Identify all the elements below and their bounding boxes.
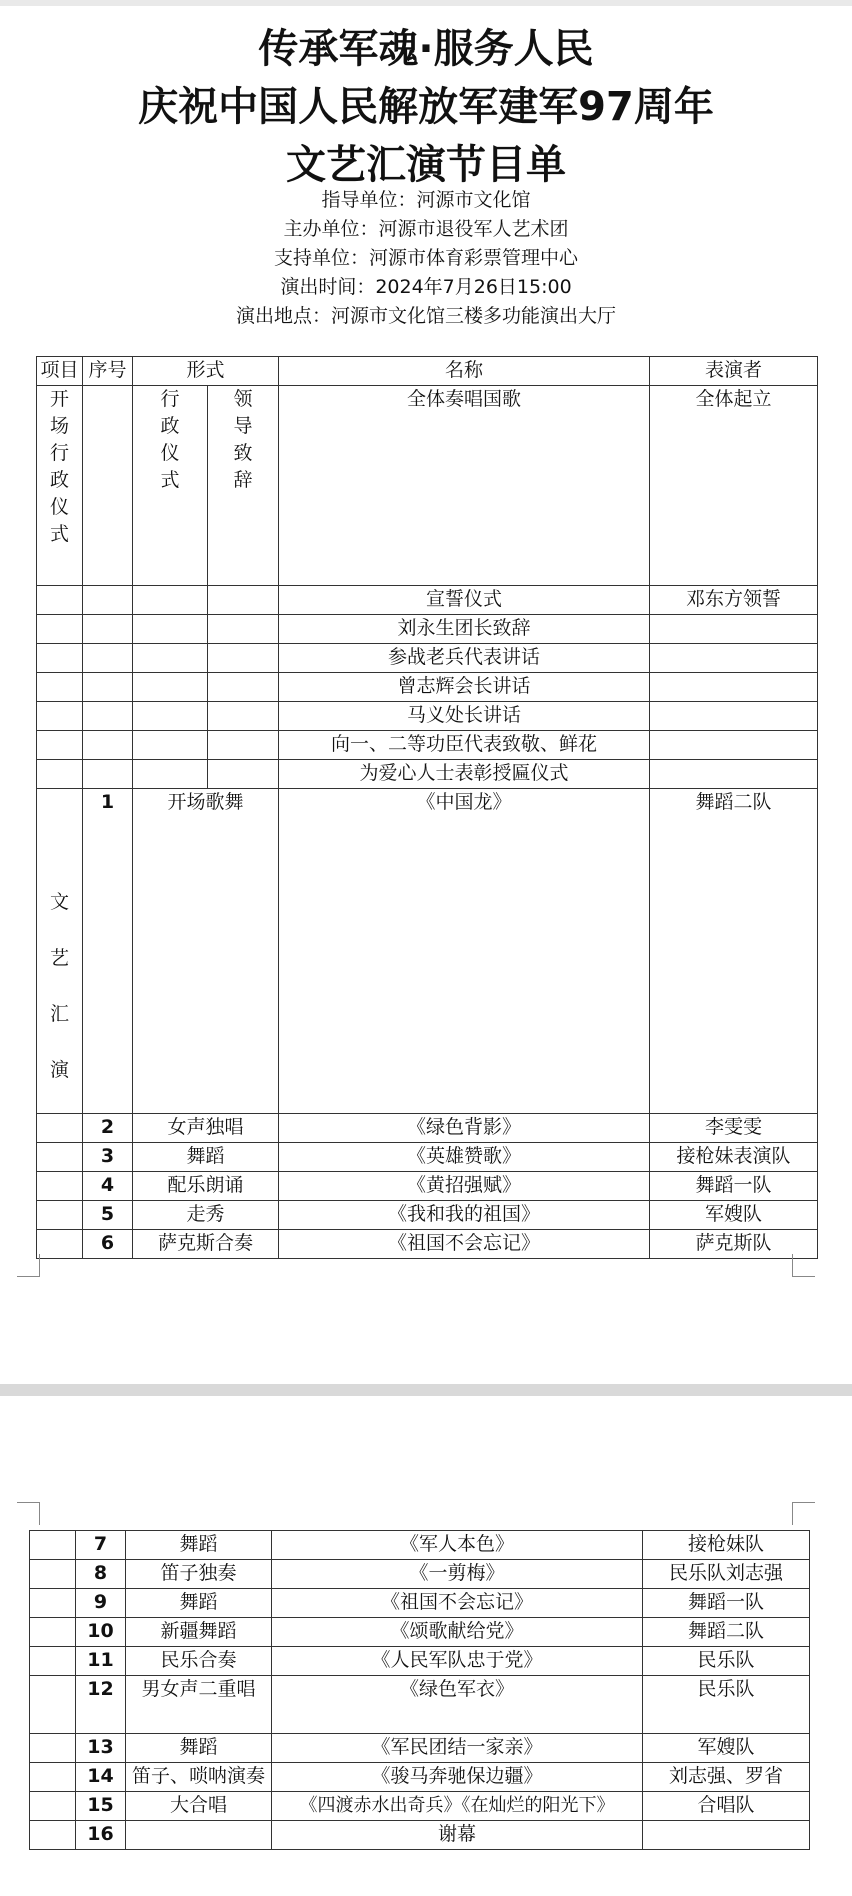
program-table-continued xyxy=(29,1530,810,1850)
seq-cell: 5 xyxy=(83,1201,133,1230)
seq-cell: 11 xyxy=(76,1647,126,1676)
table-row xyxy=(37,615,818,644)
name-cell: 《四渡赤水出奇兵》《在灿烂的阳光下》 xyxy=(272,1792,643,1821)
seq-cell: 12 xyxy=(76,1676,126,1734)
table-row xyxy=(30,1792,810,1821)
form-cell: 舞蹈 xyxy=(126,1531,272,1560)
name-cell: 参战老兵代表讲话 xyxy=(279,644,650,673)
page-corner-mark xyxy=(792,1502,815,1525)
name-cell: 《一剪梅》 xyxy=(272,1560,643,1589)
table-row xyxy=(37,1172,818,1201)
seq-cell: 16 xyxy=(76,1821,126,1850)
name-cell: 《黄招强赋》 xyxy=(279,1172,650,1201)
title-line-3: 文艺汇演节目单 xyxy=(286,142,566,188)
form-cell: 男女声二重唱 xyxy=(126,1676,272,1734)
info-support: 支持单位：河源市体育彩票管理中心 xyxy=(273,247,578,269)
table-row xyxy=(37,586,818,615)
name-cell: 《人民军队忠于党》 xyxy=(272,1647,643,1676)
header-name: 名称 xyxy=(279,357,650,386)
name-cell: 谢幕 xyxy=(272,1821,643,1850)
table-row xyxy=(30,1821,810,1850)
seq-cell: 7 xyxy=(76,1531,126,1560)
performer-cell: 合唱队 xyxy=(643,1792,810,1821)
name-cell: 刘永生团长致辞 xyxy=(279,615,650,644)
table-row xyxy=(37,1143,818,1172)
form-cell: 民乐合奏 xyxy=(126,1647,272,1676)
name-cell: 《颂歌献给党》 xyxy=(272,1618,643,1647)
performer-cell: 民乐队 xyxy=(643,1647,810,1676)
table-row xyxy=(37,789,818,1114)
name-cell: 《军人本色》 xyxy=(272,1531,643,1560)
performer-cell: 刘志强、罗省 xyxy=(643,1763,810,1792)
performer-cell: 舞蹈二队 xyxy=(643,1618,810,1647)
performer-cell: 邓东方领誓 xyxy=(650,586,818,615)
name-cell: 《绿色军衣》 xyxy=(272,1676,643,1734)
performer-cell: 军嫂队 xyxy=(650,1201,818,1230)
performer-cell xyxy=(650,731,818,760)
performance-category-cell: 文 艺 汇 演 xyxy=(37,789,83,1114)
name-cell: 曾志辉会长讲话 xyxy=(279,673,650,702)
performer-cell: 萨克斯队 xyxy=(650,1230,818,1259)
performer-cell: 民乐队刘志强 xyxy=(643,1560,810,1589)
header-form: 形式 xyxy=(133,357,279,386)
table-row xyxy=(37,731,818,760)
table-row xyxy=(37,644,818,673)
table-row xyxy=(30,1763,810,1792)
form-cell: 萨克斯合奏 xyxy=(133,1230,279,1259)
name-cell: 《军民团结一家亲》 xyxy=(272,1734,643,1763)
seq-cell: 3 xyxy=(83,1143,133,1172)
program-table xyxy=(36,356,818,1259)
name-cell: 《我和我的祖国》 xyxy=(279,1201,650,1230)
title-line-2: 庆祝中国人民解放军建军97周年 xyxy=(138,84,714,130)
name-cell: 马义处长讲话 xyxy=(279,702,650,731)
header-performer: 表演者 xyxy=(650,357,818,386)
table-row xyxy=(30,1647,810,1676)
page-corner-mark xyxy=(17,1254,40,1277)
performer-cell: 民乐队 xyxy=(643,1676,810,1734)
form-cell: 走秀 xyxy=(133,1201,279,1230)
form-cell: 大合唱 xyxy=(126,1792,272,1821)
form-cell: 舞蹈 xyxy=(133,1143,279,1172)
table-row xyxy=(37,673,818,702)
name-cell: 《英雄赞歌》 xyxy=(279,1143,650,1172)
performer-cell xyxy=(650,615,818,644)
name-cell: 《祖国不会忘记》 xyxy=(279,1230,650,1259)
performer-cell: 李雯雯 xyxy=(650,1114,818,1143)
info-host: 主办单位：河源市退役军人艺术团 xyxy=(283,218,569,240)
document-page-1 xyxy=(0,6,852,1384)
form-leader-cell: 领 导 致 辞 xyxy=(208,386,279,586)
form-cell: 舞蹈 xyxy=(126,1734,272,1763)
performer-cell xyxy=(650,702,818,731)
seq-cell: 4 xyxy=(83,1172,133,1201)
seq-cell: 9 xyxy=(76,1589,126,1618)
table-row xyxy=(37,1201,818,1230)
form-cell: 笛子独奏 xyxy=(126,1560,272,1589)
form-cell: 舞蹈 xyxy=(126,1589,272,1618)
seq-cell: 8 xyxy=(76,1560,126,1589)
name-cell: 全体奏唱国歌 xyxy=(279,386,650,586)
form-cell: 配乐朗诵 xyxy=(133,1172,279,1201)
name-cell: 《中国龙》 xyxy=(279,789,650,1114)
opening-category-cell: 开 场 行 政 仪 式 xyxy=(37,386,83,586)
performer-cell: 接枪妹表演队 xyxy=(650,1143,818,1172)
table-row xyxy=(30,1734,810,1763)
header-seq: 序号 xyxy=(83,357,133,386)
table-row xyxy=(30,1531,810,1560)
table-row xyxy=(30,1560,810,1589)
page-corner-mark xyxy=(792,1254,815,1277)
seq-cell: 6 xyxy=(83,1230,133,1259)
table-row xyxy=(37,386,818,586)
seq-cell: 1 xyxy=(83,789,133,1114)
seq-cell xyxy=(83,386,133,586)
header-item: 项目 xyxy=(37,357,83,386)
performer-cell: 全体起立 xyxy=(650,386,818,586)
name-cell: 为爱心人士表彰授匾仪式 xyxy=(279,760,650,789)
table-header-row xyxy=(37,357,818,386)
table-row xyxy=(37,702,818,731)
seq-cell: 10 xyxy=(76,1618,126,1647)
page-separator xyxy=(0,1384,852,1396)
seq-cell: 2 xyxy=(83,1114,133,1143)
name-cell: 《骏马奔驰保边疆》 xyxy=(272,1763,643,1792)
form-cell: 女声独唱 xyxy=(133,1114,279,1143)
form-cell: 笛子、唢呐演奏 xyxy=(126,1763,272,1792)
name-cell: 《绿色背影》 xyxy=(279,1114,650,1143)
table-row xyxy=(30,1676,810,1734)
info-guidance: 指导单位：河源市文化馆 xyxy=(321,189,531,211)
name-cell: 《祖国不会忘记》 xyxy=(272,1589,643,1618)
page-corner-mark xyxy=(17,1502,40,1525)
performer-cell: 接枪妹队 xyxy=(643,1531,810,1560)
form-cell: 新疆舞蹈 xyxy=(126,1618,272,1647)
form-admin-cell: 行 政 仪 式 xyxy=(133,386,208,586)
document-page-2 xyxy=(0,1396,852,1896)
info-venue: 演出地点：河源市文化馆三楼多功能演出大厅 xyxy=(235,305,616,327)
form-cell xyxy=(126,1821,272,1850)
name-cell: 宣誓仪式 xyxy=(279,586,650,615)
table-row xyxy=(37,1230,818,1259)
form-cell: 开场歌舞 xyxy=(133,789,279,1114)
performer-cell: 舞蹈二队 xyxy=(650,789,818,1114)
seq-cell: 15 xyxy=(76,1792,126,1821)
table-row xyxy=(37,760,818,789)
seq-cell: 13 xyxy=(76,1734,126,1763)
performer-cell xyxy=(650,673,818,702)
name-cell: 向一、二等功臣代表致敬、鲜花 xyxy=(279,731,650,760)
table-row xyxy=(37,1114,818,1143)
info-time: 演出时间：2024年7月26日15:00 xyxy=(280,276,572,298)
performer-cell xyxy=(650,644,818,673)
performer-cell: 舞蹈一队 xyxy=(643,1589,810,1618)
performer-cell xyxy=(650,760,818,789)
title-line-1: 传承军魂·服务人民 xyxy=(258,26,594,72)
performer-cell xyxy=(643,1821,810,1850)
performer-cell: 舞蹈一队 xyxy=(650,1172,818,1201)
table-row xyxy=(30,1618,810,1647)
performer-cell: 军嫂队 xyxy=(643,1734,810,1763)
seq-cell: 14 xyxy=(76,1763,126,1792)
table-row xyxy=(30,1589,810,1618)
